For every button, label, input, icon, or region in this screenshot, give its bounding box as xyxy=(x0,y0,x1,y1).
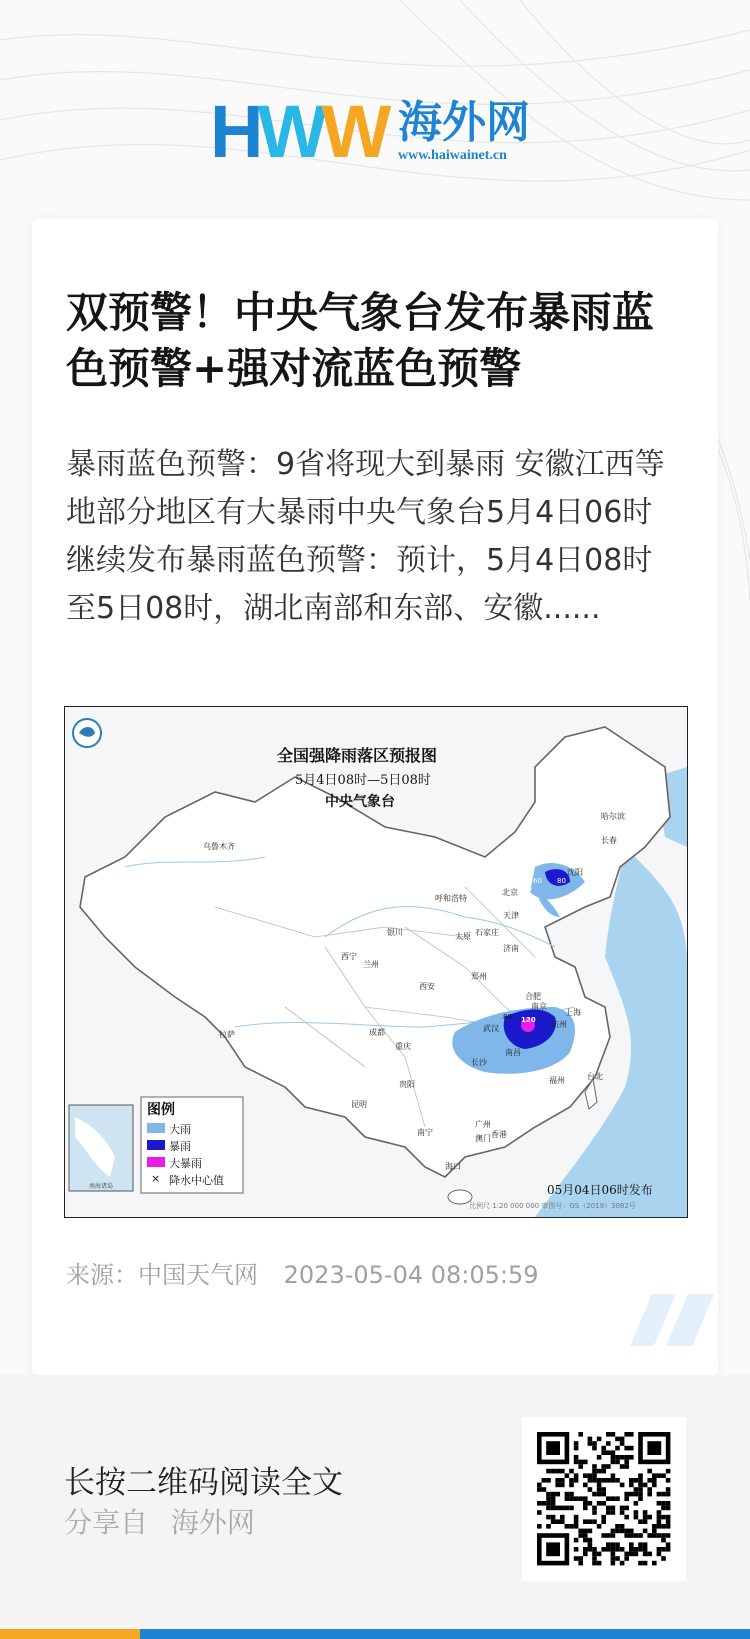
legend-item-heavy-rain: 大雨 xyxy=(169,1123,191,1136)
city-urumqi: 乌鲁木齐 xyxy=(203,842,235,851)
city-shanghai: 上海 xyxy=(565,1008,581,1017)
article-source: 来源：中国天气网 xyxy=(66,1261,258,1289)
legend-item-rainstorm: 暴雨 xyxy=(169,1140,191,1153)
footer-share xyxy=(64,1501,269,1541)
city-harbin: 哈尔滨 xyxy=(601,812,625,821)
city-lhasa: 拉萨 xyxy=(219,1030,235,1039)
city-lanzhou: 兰州 xyxy=(363,960,379,969)
footer-cta: 长按二维码阅读全文 xyxy=(64,1465,343,1501)
legend-item-heavy-rainstorm: 大暴雨 xyxy=(169,1157,202,1170)
city-hohhot: 呼和浩特 xyxy=(435,894,467,903)
rain-value-4: 80 xyxy=(503,1013,512,1021)
qr-code-icon xyxy=(522,1417,686,1581)
rain-value-3: 50 xyxy=(523,885,532,893)
footer-share-prefix: 分享自 xyxy=(64,1506,149,1539)
article-title: 双预警！中央气象台发布暴雨蓝色预警+强对流蓝色预警 xyxy=(66,288,655,393)
rain-value-1: 60 xyxy=(533,877,542,885)
bottom-accent-bar xyxy=(0,1629,750,1639)
legend-center-symbol: × xyxy=(151,1172,161,1185)
logo-letter-w2: W xyxy=(321,90,386,173)
city-guangzhou: 广州 xyxy=(475,1120,491,1129)
city-shenyang: 沈阳 xyxy=(567,868,583,877)
city-nanjing: 南京 xyxy=(531,1002,547,1011)
city-zhengzhou: 郑州 xyxy=(471,972,487,981)
city-macau: 澳门 xyxy=(475,1134,491,1143)
city-taiyuan: 太原 xyxy=(455,932,471,941)
city-taipei: 台北 xyxy=(587,1072,603,1081)
city-kunming: 昆明 xyxy=(351,1100,367,1109)
logo-letter-h: H xyxy=(210,90,258,173)
footer-share-source: 海外网 xyxy=(170,1506,255,1539)
legend-title: 图例 xyxy=(147,1102,175,1118)
logo-letter-w1: W xyxy=(257,90,322,173)
city-chengdu: 成都 xyxy=(369,1028,385,1037)
rain-forecast-map xyxy=(64,706,688,1218)
city-haikou: 海口 xyxy=(445,1162,461,1171)
article-meta xyxy=(66,1255,557,1290)
city-tianjin: 天津 xyxy=(503,911,519,920)
accent-bar-blue xyxy=(140,1629,750,1639)
city-changchun: 长春 xyxy=(601,836,617,845)
city-nanning: 南宁 xyxy=(417,1128,433,1137)
qr-code[interactable] xyxy=(522,1417,686,1581)
map-scale-note: 比例尺 1:20 000 000 审图号：GS（2019）3082号 xyxy=(469,1202,636,1210)
logo-url: www.haiwainet.cn xyxy=(398,148,507,163)
city-xian: 西安 xyxy=(419,982,435,991)
city-guiyang: 贵阳 xyxy=(399,1080,415,1089)
city-fuzhou: 福州 xyxy=(549,1076,565,1085)
map-issued-time: 05月04日06时发布 xyxy=(547,1183,653,1197)
accent-bar-orange xyxy=(0,1629,140,1639)
map-title: 全国强降雨落区预报图 xyxy=(277,746,438,765)
city-yinchuan: 银川 xyxy=(387,928,403,937)
city-beijing: 北京 xyxy=(502,888,518,897)
article-card xyxy=(32,219,718,1375)
city-nanchang: 南昌 xyxy=(505,1048,521,1057)
article-datetime: 2023-05-04 08:05:59 xyxy=(283,1261,539,1289)
legend-item-center-value: 降水中心值 xyxy=(169,1174,224,1187)
share-footer xyxy=(0,1375,750,1629)
city-hangzhou: 杭州 xyxy=(551,1020,567,1029)
map-period: 5月4日08时—5日08时 xyxy=(295,773,431,788)
article-summary: 暴雨蓝色预警：9省将现大到暴雨 安徽江西等地部分地区有大暴雨中央气象台5月4日06时继续发布暴雨蓝色预警：预计，5月4日08时至5日08时，湖北南部和东部、安徽...... xyxy=(66,447,665,626)
city-jinan: 济南 xyxy=(503,944,519,953)
city-xining: 西宁 xyxy=(341,952,357,961)
haiwainet-logo xyxy=(210,90,550,173)
city-shijiazhuang: 石家庄 xyxy=(475,928,499,937)
logo-hww-letters xyxy=(210,90,386,173)
city-chongqing: 重庆 xyxy=(395,1042,411,1051)
city-hongkong: 香港 xyxy=(491,1130,507,1139)
decorative-slashes-icon xyxy=(630,1294,714,1346)
map-issuer: 中央气象台 xyxy=(325,794,395,810)
rain-value-2: 80 xyxy=(557,877,566,885)
city-wuhan: 武汉 xyxy=(483,1024,499,1033)
logo-name-cn: 海外网 xyxy=(398,97,530,148)
rain-value-5: 120 xyxy=(521,1016,536,1024)
inset-label: 南海诸岛 xyxy=(89,1183,114,1190)
city-hefei: 合肥 xyxy=(525,992,541,1001)
city-changsha: 长沙 xyxy=(471,1058,487,1067)
